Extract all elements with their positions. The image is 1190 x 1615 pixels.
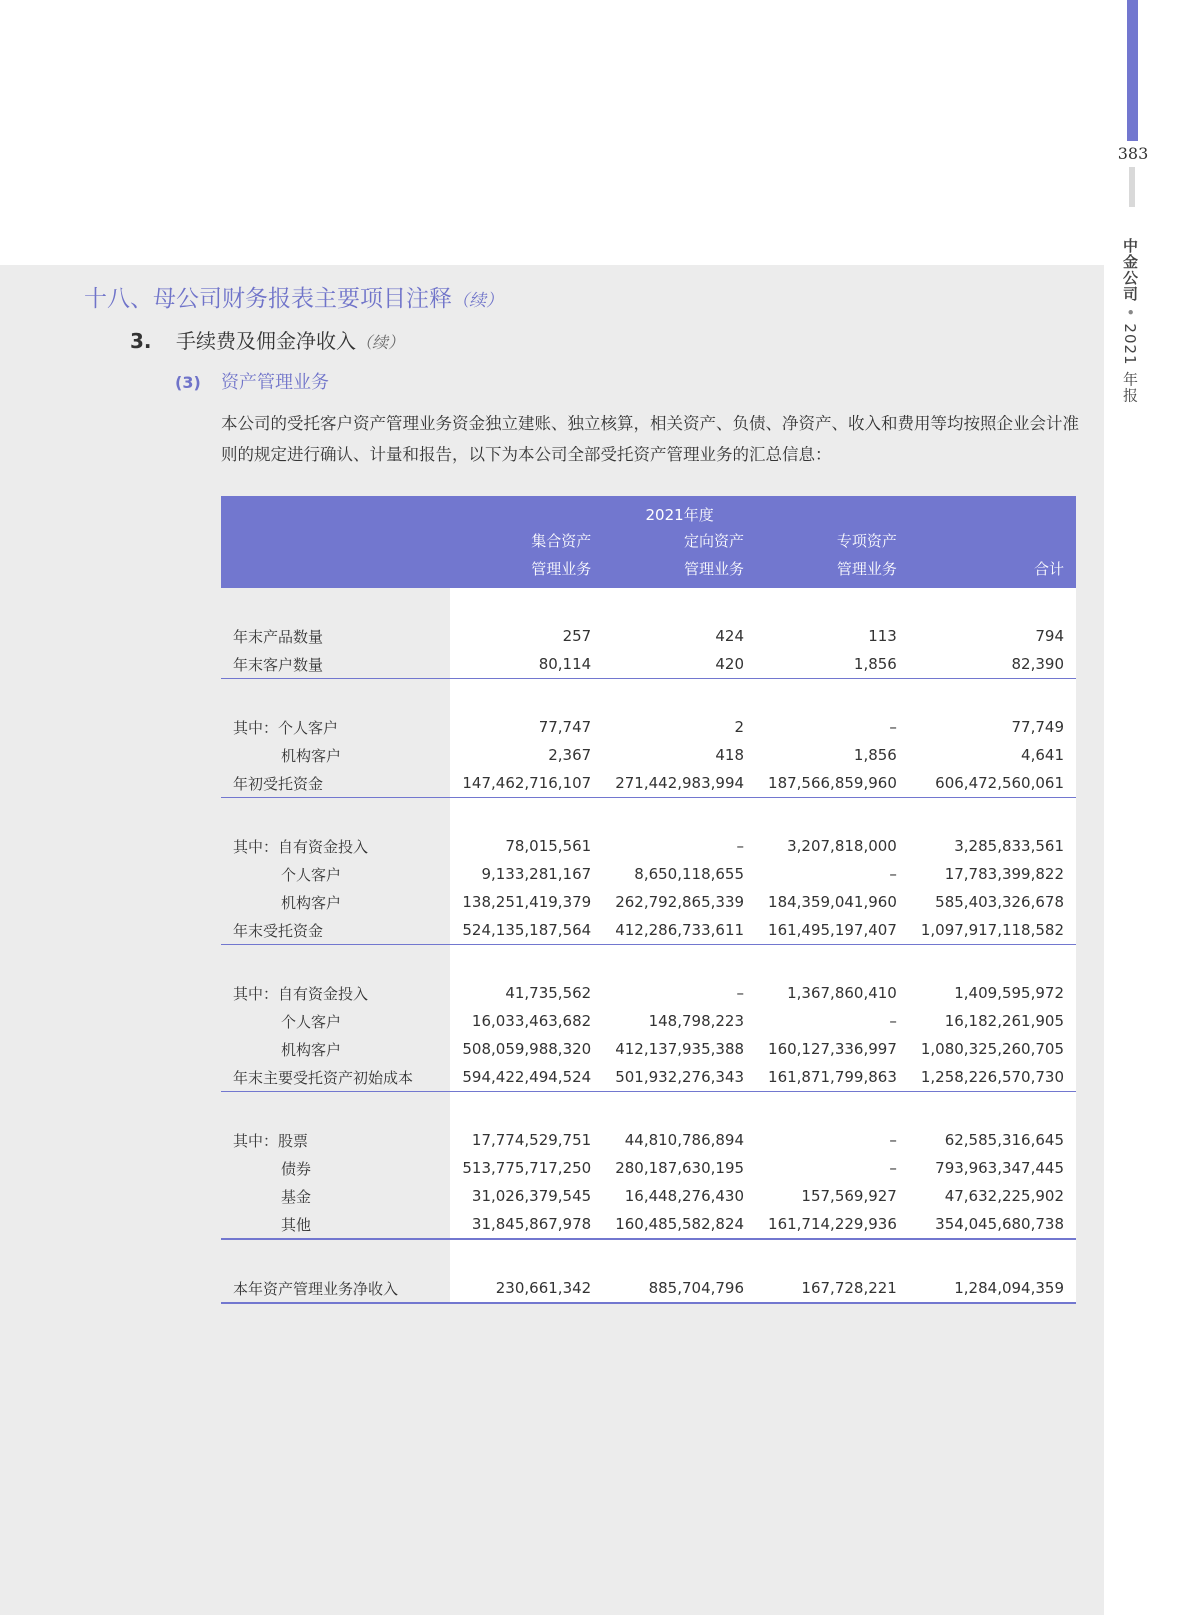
cell: 1,856 bbox=[756, 650, 909, 679]
cell: 113 bbox=[756, 622, 909, 650]
row-label: 其中：股票 bbox=[221, 1126, 450, 1154]
cell: 508,059,988,320 bbox=[450, 1035, 603, 1063]
intro-paragraph: 本公司的受托客户资产管理业务资金独立建账、独立核算，相关资产、负债、净资产、收入和费用等均按照企业会计准则的规定进行确认、计量和报告，以下为本公司全部受托资产管理业务的汇总信息： bbox=[221, 414, 1079, 464]
row-label: 机构客户 bbox=[221, 1035, 450, 1063]
cell: 2,367 bbox=[450, 741, 603, 769]
subsection-title: 手续费及佣金净收入 bbox=[176, 329, 356, 353]
cell: 594,422,494,524 bbox=[450, 1063, 603, 1092]
table-row bbox=[221, 888, 1076, 916]
cell: 271,442,983,994 bbox=[603, 769, 756, 798]
header-empty bbox=[221, 496, 450, 526]
cell: – bbox=[756, 713, 909, 741]
row-label: 年末产品数量 bbox=[221, 622, 450, 650]
cell: – bbox=[603, 832, 756, 860]
row-label: 年末客户数量 bbox=[221, 650, 450, 679]
cell: 147,462,716,107 bbox=[450, 769, 603, 798]
cell: 424 bbox=[603, 622, 756, 650]
cell: 82,390 bbox=[909, 650, 1076, 679]
table-row-total bbox=[221, 1274, 1076, 1303]
row-label: 机构客户 bbox=[221, 888, 450, 916]
subsection-heading bbox=[130, 325, 404, 354]
cell: 184,359,041,960 bbox=[756, 888, 909, 916]
cell: 885,704,796 bbox=[603, 1274, 756, 1303]
cell: 230,661,342 bbox=[450, 1274, 603, 1303]
running-header bbox=[1120, 238, 1141, 403]
item-number: (3) bbox=[175, 373, 201, 392]
col-header: 管理业务 bbox=[756, 554, 909, 588]
cell: 4,641 bbox=[909, 741, 1076, 769]
cell: 1,258,226,570,730 bbox=[909, 1063, 1076, 1092]
row-label: 其中：自有资金投入 bbox=[221, 832, 450, 860]
cell: 585,403,326,678 bbox=[909, 888, 1076, 916]
cell: 80,114 bbox=[450, 650, 603, 679]
col-header: 管理业务 bbox=[603, 554, 756, 588]
asset-management-table bbox=[221, 496, 1076, 1304]
cell: 794 bbox=[909, 622, 1076, 650]
cell: 78,015,561 bbox=[450, 832, 603, 860]
cell: 501,932,276,343 bbox=[603, 1063, 756, 1092]
cell: 77,749 bbox=[909, 713, 1076, 741]
cell: 17,774,529,751 bbox=[450, 1126, 603, 1154]
cell: 1,856 bbox=[756, 741, 909, 769]
table-row bbox=[221, 916, 1076, 945]
cell: 524,135,187,564 bbox=[450, 916, 603, 945]
cell: 418 bbox=[603, 741, 756, 769]
cell: 62,585,316,645 bbox=[909, 1126, 1076, 1154]
table-row bbox=[221, 860, 1076, 888]
col-header: 专项资产 bbox=[756, 526, 909, 554]
cell: 606,472,560,061 bbox=[909, 769, 1076, 798]
table-row bbox=[221, 650, 1076, 679]
cell: 2 bbox=[603, 713, 756, 741]
cell: 47,632,225,902 bbox=[909, 1182, 1076, 1210]
cell: 138,251,419,379 bbox=[450, 888, 603, 916]
cell: 31,026,379,545 bbox=[450, 1182, 603, 1210]
cell: 16,182,261,905 bbox=[909, 1007, 1076, 1035]
header-separator: • bbox=[1121, 307, 1139, 318]
cell: 513,775,717,250 bbox=[450, 1154, 603, 1182]
col-header: 集合资产 bbox=[450, 526, 603, 554]
cell: 161,871,799,863 bbox=[756, 1063, 909, 1092]
cell: 31,845,867,978 bbox=[450, 1210, 603, 1239]
cell: – bbox=[756, 1154, 909, 1182]
header-empty bbox=[221, 526, 450, 554]
cell: – bbox=[756, 860, 909, 888]
cell: 1,080,325,260,705 bbox=[909, 1035, 1076, 1063]
table-row bbox=[221, 1126, 1076, 1154]
cell: 160,127,336,997 bbox=[756, 1035, 909, 1063]
cell: 187,566,859,960 bbox=[756, 769, 909, 798]
cell: 161,495,197,407 bbox=[756, 916, 909, 945]
section-heading-cont: （续） bbox=[452, 291, 503, 311]
cell: 412,286,733,611 bbox=[603, 916, 756, 945]
cell: 17,783,399,822 bbox=[909, 860, 1076, 888]
cell: 167,728,221 bbox=[756, 1274, 909, 1303]
table-row bbox=[221, 713, 1076, 741]
cell: 44,810,786,894 bbox=[603, 1126, 756, 1154]
cell: 1,409,595,972 bbox=[909, 979, 1076, 1007]
row-label: 其中：自有资金投入 bbox=[221, 979, 450, 1007]
header-empty bbox=[221, 554, 450, 588]
header-empty bbox=[909, 496, 1076, 526]
subsection-cont: （续） bbox=[356, 333, 405, 352]
cell: 412,137,935,388 bbox=[603, 1035, 756, 1063]
table-row bbox=[221, 1007, 1076, 1035]
cell: 3,285,833,561 bbox=[909, 832, 1076, 860]
table-row bbox=[221, 1063, 1076, 1092]
cell: 9,133,281,167 bbox=[450, 860, 603, 888]
cell: 41,735,562 bbox=[450, 979, 603, 1007]
row-label: 其中：个人客户 bbox=[221, 713, 450, 741]
cell: 3,207,818,000 bbox=[756, 832, 909, 860]
table-row bbox=[221, 1154, 1076, 1182]
cell: – bbox=[756, 1007, 909, 1035]
cell: 793,963,347,445 bbox=[909, 1154, 1076, 1182]
cell: 257 bbox=[450, 622, 603, 650]
cell: 280,187,630,195 bbox=[603, 1154, 756, 1182]
cell: 1,284,094,359 bbox=[909, 1274, 1076, 1303]
company-name: 中金公司 bbox=[1121, 238, 1139, 302]
table-row bbox=[221, 622, 1076, 650]
cell: – bbox=[756, 1126, 909, 1154]
cell: 420 bbox=[603, 650, 756, 679]
side-divider bbox=[1129, 167, 1135, 207]
row-label: 年初受托资金 bbox=[221, 769, 450, 798]
subsection-number: 3. bbox=[130, 329, 152, 353]
table-row bbox=[221, 1210, 1076, 1239]
cell: 16,448,276,430 bbox=[603, 1182, 756, 1210]
side-accent-bar bbox=[1127, 0, 1138, 141]
cell: 1,097,917,118,582 bbox=[909, 916, 1076, 945]
table-row bbox=[221, 1182, 1076, 1210]
cell: 77,747 bbox=[450, 713, 603, 741]
table-row bbox=[221, 741, 1076, 769]
table-row bbox=[221, 1035, 1076, 1063]
row-label: 个人客户 bbox=[221, 860, 450, 888]
cell: 157,569,927 bbox=[756, 1182, 909, 1210]
report-name: 2021 年报 bbox=[1121, 323, 1139, 404]
cell: 16,033,463,682 bbox=[450, 1007, 603, 1035]
cell: 160,485,582,824 bbox=[603, 1210, 756, 1239]
table-row bbox=[221, 979, 1076, 1007]
row-label: 年末主要受托资产初始成本 bbox=[221, 1063, 450, 1092]
row-label: 债券 bbox=[221, 1154, 450, 1182]
col-header: 定向资产 bbox=[603, 526, 756, 554]
header-year: 2021年度 bbox=[450, 496, 908, 526]
col-header: 合计 bbox=[909, 554, 1076, 588]
header-row-1 bbox=[221, 526, 1076, 554]
row-label: 其他 bbox=[221, 1210, 450, 1239]
table-row bbox=[221, 769, 1076, 798]
row-label: 基金 bbox=[221, 1182, 450, 1210]
col-header bbox=[909, 526, 1076, 554]
item-title: 资产管理业务 bbox=[221, 372, 329, 393]
cell: 161,714,229,936 bbox=[756, 1210, 909, 1239]
row-label: 机构客户 bbox=[221, 741, 450, 769]
row-label: 年末受托资金 bbox=[221, 916, 450, 945]
header-row-year bbox=[221, 496, 1076, 526]
row-label: 个人客户 bbox=[221, 1007, 450, 1035]
cell: 1,367,860,410 bbox=[756, 979, 909, 1007]
cell: 354,045,680,738 bbox=[909, 1210, 1076, 1239]
section-heading-text: 十八、母公司财务报表主要项目注释 bbox=[84, 286, 452, 312]
table-row bbox=[221, 832, 1076, 860]
cell: 8,650,118,655 bbox=[603, 860, 756, 888]
cell: 262,792,865,339 bbox=[603, 888, 756, 916]
page-number: 383 bbox=[1117, 144, 1149, 163]
item-heading bbox=[175, 368, 329, 394]
cell: – bbox=[603, 979, 756, 1007]
cell: 148,798,223 bbox=[603, 1007, 756, 1035]
header-row-2 bbox=[221, 554, 1076, 588]
section-heading bbox=[84, 280, 503, 313]
col-header: 管理业务 bbox=[450, 554, 603, 588]
row-label: 本年资产管理业务净收入 bbox=[221, 1274, 450, 1303]
